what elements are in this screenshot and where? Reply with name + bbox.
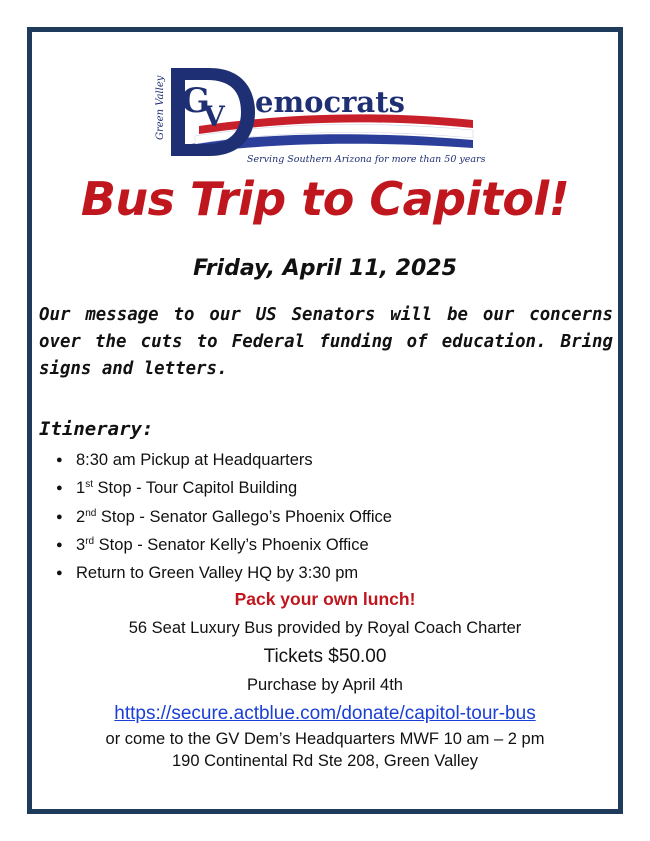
logo-tagline: Serving Southern Arizona for more than 50 years [247,154,486,165]
itinerary-item: ● 3rd Stop - Senator Kelly’s Phoenix Office [56,531,392,559]
purchase-deadline: Purchase by April 4th [247,676,403,694]
itinerary-list [56,446,392,587]
itinerary-item: ● 8:30 am Pickup at Headquarters [56,446,392,474]
donate-link[interactable]: https://secure.actblue.com/donate/capitol-tour-bus [114,703,536,724]
ticket-price: Tickets $50.00 [263,646,387,667]
flyer-title: Bus Trip to Capitol! [80,172,570,226]
gv-democrats-logo [151,60,491,168]
event-message: Our message to our US Senators will be our concerns over the cuts to Federal funding of education. Bring signs and letters. [39,305,613,379]
lunch-note: Pack your own lunch! [234,589,416,609]
itinerary-item: ● 2nd Stop - Senator Gallego’s Phoenix Office [56,503,392,531]
event-date: Friday, April 11, 2025 [193,256,457,281]
bus-info: 56 Seat Luxury Bus provided by Royal Coach Charter [128,619,522,637]
logo-wordmark: emocrats [255,85,405,119]
itinerary-heading: Itinerary: [39,418,154,440]
hq-address: 190 Continental Rd Ste 208, Green Valley [171,752,479,770]
alt-purchase-info: or come to the GV Dem’s Headquarters MWF 10 am – 2 pm [105,730,545,748]
logo-letter-g: G [181,81,211,121]
logo-side-text: Green Valley [155,75,166,140]
logo-letter-v: V [203,100,225,133]
itinerary-item: ● Return to Green Valley HQ by 3:30 pm [56,559,392,587]
itinerary-item: ● 1st Stop - Tour Capitol Building [56,474,392,502]
